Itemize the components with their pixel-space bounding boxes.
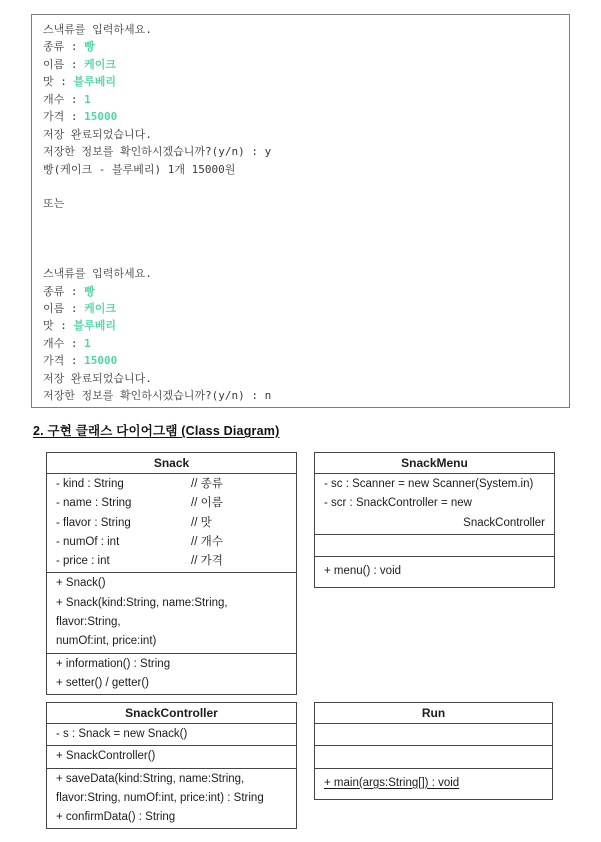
console-line [43,283,557,300]
member-text: + Snack() [56,577,106,590]
console-line [43,387,557,404]
console-text-segment: 가격 : [43,354,85,368]
class-member-row [47,494,296,513]
console-input-value: 빵 [84,40,95,54]
class-compartment [315,535,554,557]
class-member-row [47,632,296,651]
console-text-segment: 가격 : [43,110,85,124]
console-line [43,248,557,265]
console-text-segment: 이름 : [43,57,85,71]
console-text-segment: 스낵류를 입력하세요. [43,23,152,36]
class-member-row [315,774,552,793]
attribute-comment: // 개수 [191,535,223,548]
console-text-segment: 개수 : [43,92,85,106]
member-text: + main(args:String[]) : void [324,776,460,789]
attribute-comment: // 종류 [191,478,223,490]
class-compartment [47,573,296,653]
class-member-row [315,562,554,581]
class-compartment [47,769,296,829]
console-output-box [31,14,570,408]
console-line [43,91,557,108]
member-text: SnackController [463,516,545,529]
class-member-row [47,674,296,693]
class-box-snack [46,452,297,695]
member-text: + Snack(kind:String, name:String, flavor:String, [56,596,228,629]
class-member-row [47,552,296,571]
attribute-comment: // 맛 [191,516,212,529]
console-line [43,300,557,317]
console-input-value: 블루베리 [73,75,117,89]
console-line [43,352,557,369]
member-text: - scr : SnackController = new [324,497,472,510]
attribute-comment: // 이름 [191,497,223,510]
console-input-value: 15000 [84,110,118,124]
class-compartment [315,746,552,768]
attribute-declaration: - price : int [56,555,110,568]
class-compartment [315,724,552,746]
class-compartment [315,557,554,587]
console-text-segment: 또는 [43,197,65,211]
member-text: - s : Snack = new Snack() [56,728,188,740]
console-input-value: 15000 [84,354,118,368]
console-input-value: 빵 [84,284,95,298]
class-member-row [47,789,296,808]
console-line [43,178,557,195]
class-compartment [315,769,552,799]
console-line [43,108,557,125]
class-compartment [47,746,296,768]
class-member-row [47,514,296,533]
class-member-row [47,594,296,633]
console-input-value: 블루베리 [73,319,117,333]
console-line [43,21,557,38]
attribute-declaration: - name : String [56,497,132,510]
class-member-row [315,494,554,513]
console-line [43,143,557,160]
member-text: + menu() : void [324,565,402,578]
console-line [43,195,557,212]
class-member-row [47,770,296,789]
class-box-run [314,702,553,800]
console-line [43,161,557,178]
class-title-snackmenu: SnackMenu [315,453,554,474]
console-input-value: 케이크 [84,57,117,71]
attribute-comment: // 가격 [191,555,223,568]
console-line [43,317,557,334]
console-text-segment: 이름 : [43,302,85,315]
console-input-value: 케이크 [84,302,117,315]
class-member-row [47,725,296,744]
member-text: - sc : Scanner = new Scanner(System.in) [324,478,534,490]
member-text: + information() : String [56,657,171,670]
class-compartment [315,474,554,535]
section-heading: 2. 구현 클래스 다이어그램 (Class Diagram) [33,424,280,438]
console-text-segment: 스낵류를 입력하세요. [43,267,152,281]
class-member-row [47,747,296,766]
attribute-declaration: - flavor : String [56,516,131,529]
class-compartment [47,474,296,573]
member-text: + confirmData() : String [56,811,176,824]
class-box-snackmenu [314,452,555,588]
console-text-segment: 빵(케이크 - 블루베리) 1개 15000원 [43,162,236,176]
console-line [43,73,557,90]
console-text-segment: 맛 : [43,75,74,89]
class-member-row [47,808,296,827]
class-compartment [47,724,296,746]
member-text: + saveData(kind:String, name:String, [56,772,245,785]
console-line [43,126,557,143]
console-text-segment: 저장한 정보를 확인하시겠습니까?(y/n) : n [43,389,272,403]
console-input-value: 1 [84,336,91,350]
class-member-row [47,574,296,593]
member-text: numOf:int, price:int) [56,635,157,648]
console-text-segment: 저장한 정보를 확인하시겠습니까?(y/n) : y [43,145,272,159]
console-line [43,335,557,352]
console-line [43,370,557,387]
class-title-snack: Snack [47,453,296,474]
class-member-row [47,533,296,552]
console-line [43,38,557,55]
class-title-run: Run [315,703,552,724]
class-member-row [315,536,554,555]
console-text-segment: 종류 : [43,284,85,298]
class-member-row [47,655,296,674]
console-text-segment: 저장 완료되었습니다. [43,371,152,385]
class-member-row [47,475,296,494]
console-text-segment: 저장 완료되었습니다. [43,127,152,141]
class-member-row [315,725,552,744]
console-line [43,213,557,230]
class-member-row [315,475,554,494]
console-input-value: 1 [84,92,91,106]
console-line [43,56,557,73]
class-compartment [47,654,296,695]
member-text: + SnackController() [56,750,156,763]
console-line [43,230,557,247]
class-title-snackcontroller: SnackController [47,703,296,724]
console-line [43,265,557,282]
console-text-segment: 맛 : [43,319,74,333]
class-member-row [315,747,552,766]
attribute-declaration: - kind : String [56,478,124,490]
class-box-snackcontroller [46,702,297,829]
attribute-declaration: - numOf : int [56,535,120,548]
console-text-segment: 종류 : [43,40,85,54]
member-text: + setter() / getter() [56,676,149,689]
class-member-row [315,514,554,533]
console-text-segment: 개수 : [43,336,85,350]
member-text: flavor:String, numOf:int, price:int) : String [56,791,264,804]
